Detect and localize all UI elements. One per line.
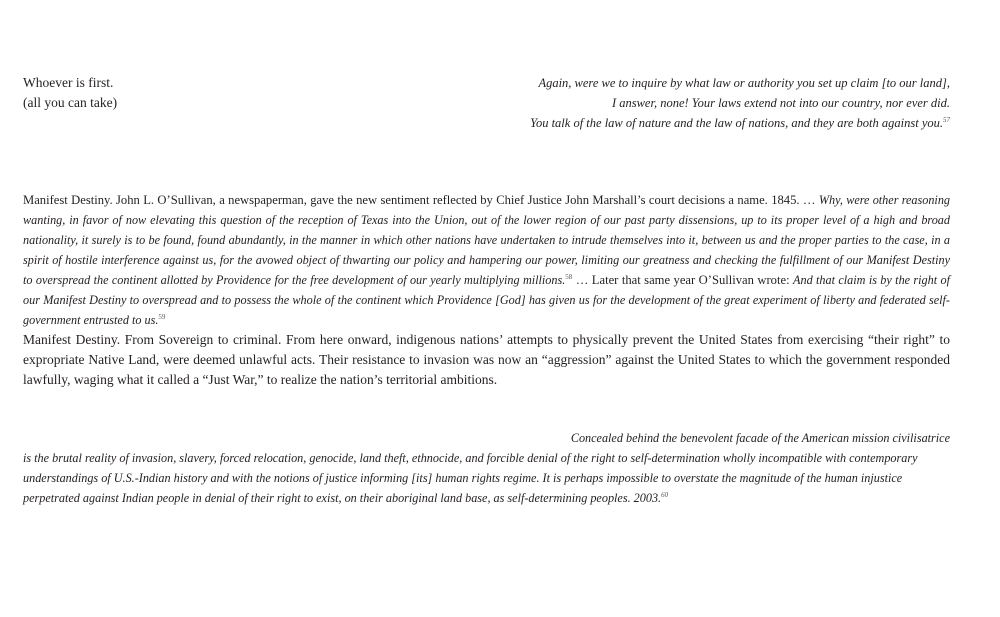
- sovereign-to-criminal-paragraph: Manifest Destiny. From Sovereign to criminal. From here onward, indigenous nations’ attempts to physically prevent the United States from exercising “their right” to expropriate Native Land, were deemed unlawful acts. Their resistance to invasion was now an “aggression” against the United States to which the government responded lawfully, waging what it called a “Just War,” to realize the nation’s territorial ambitions.: [23, 332, 950, 387]
- closing-quote: [23, 428, 950, 508]
- epigraph-line-3-text: You talk of the law of nature and the law of nations, and they are both against you.: [530, 116, 943, 130]
- paragraph-lead: Manifest Destiny. John L. O’Sullivan, a newspaperman, gave the new sentiment reflected by Chief Justice John Marshall’s court decisions a name. 1845. …: [23, 193, 819, 207]
- closing-quote-body: [23, 448, 950, 508]
- footnote-marker-59: 59: [158, 312, 166, 321]
- epigraph-line-2: I answer, none! Your laws extend not into our country, nor ever did.: [611, 96, 950, 110]
- footnote-marker-58: 58: [565, 272, 573, 281]
- epigraph-quote: [530, 73, 950, 133]
- osullivan-quote-1: Why, were other reasoning wanting, in favor of now elevating this question of the reception of Texas into the Union, out of the lower region of our past party dissensions, up to its proper level of a high and broad nationality, it surely is to be found, found abundantly, in the manner in which other nations have undertaken to intrude themselves into it, between us and the proper parties to the case, in a spirit of hostile interference against us, for the avowed object of thwarting our policy and hampering our power, limiting our greatness and checking the fulfillment of our Manifest Destiny to overspread the continent allotted by Providence for the free development of our yearly multiplying millions.: [23, 193, 951, 287]
- closing-quote-first-line: Concealed behind the benevolent facade of the American mission civilisatrice: [570, 431, 950, 445]
- paragraph-bridge: … Later that same year O’Sullivan wrote:: [572, 273, 794, 287]
- footnote-marker-57: 57: [943, 115, 950, 124]
- closing-quote-text: is the brutal reality of invasion, slavery, forced relocation, genocide, land theft, ethnocide, and forcible denial of the right to self-determination wholly incompatible with contemporary understandings of U.S.-Indian history and with the notions of justice informing [its] human rights regime. It is perhaps impossible to overstate the magnitude of the human injustice perpetrated against Indian people in denial of their right to exist, on their aboriginal land base, as self-determining peoples. 2003.: [23, 451, 918, 505]
- epigraph-line-1: Again, were we to inquire by what law or authority you set up claim [to our land],: [538, 76, 950, 90]
- footnote-marker-60: 60: [661, 490, 669, 499]
- epigraph-line-3: [530, 113, 950, 133]
- margin-note-line-1: Whoever is first.: [23, 75, 114, 90]
- osullivan-quote-2: And that claim is by the right of our Manifest Destiny to overspread and to possess the whole of the continent which Providence [God] has given us for the development of the great experiment of liberty and federated self-government entrusted to us.: [23, 273, 950, 327]
- margin-note: [23, 73, 117, 113]
- manifest-destiny-paragraph: [23, 190, 950, 330]
- margin-note-line-2: (all you can take): [23, 95, 118, 110]
